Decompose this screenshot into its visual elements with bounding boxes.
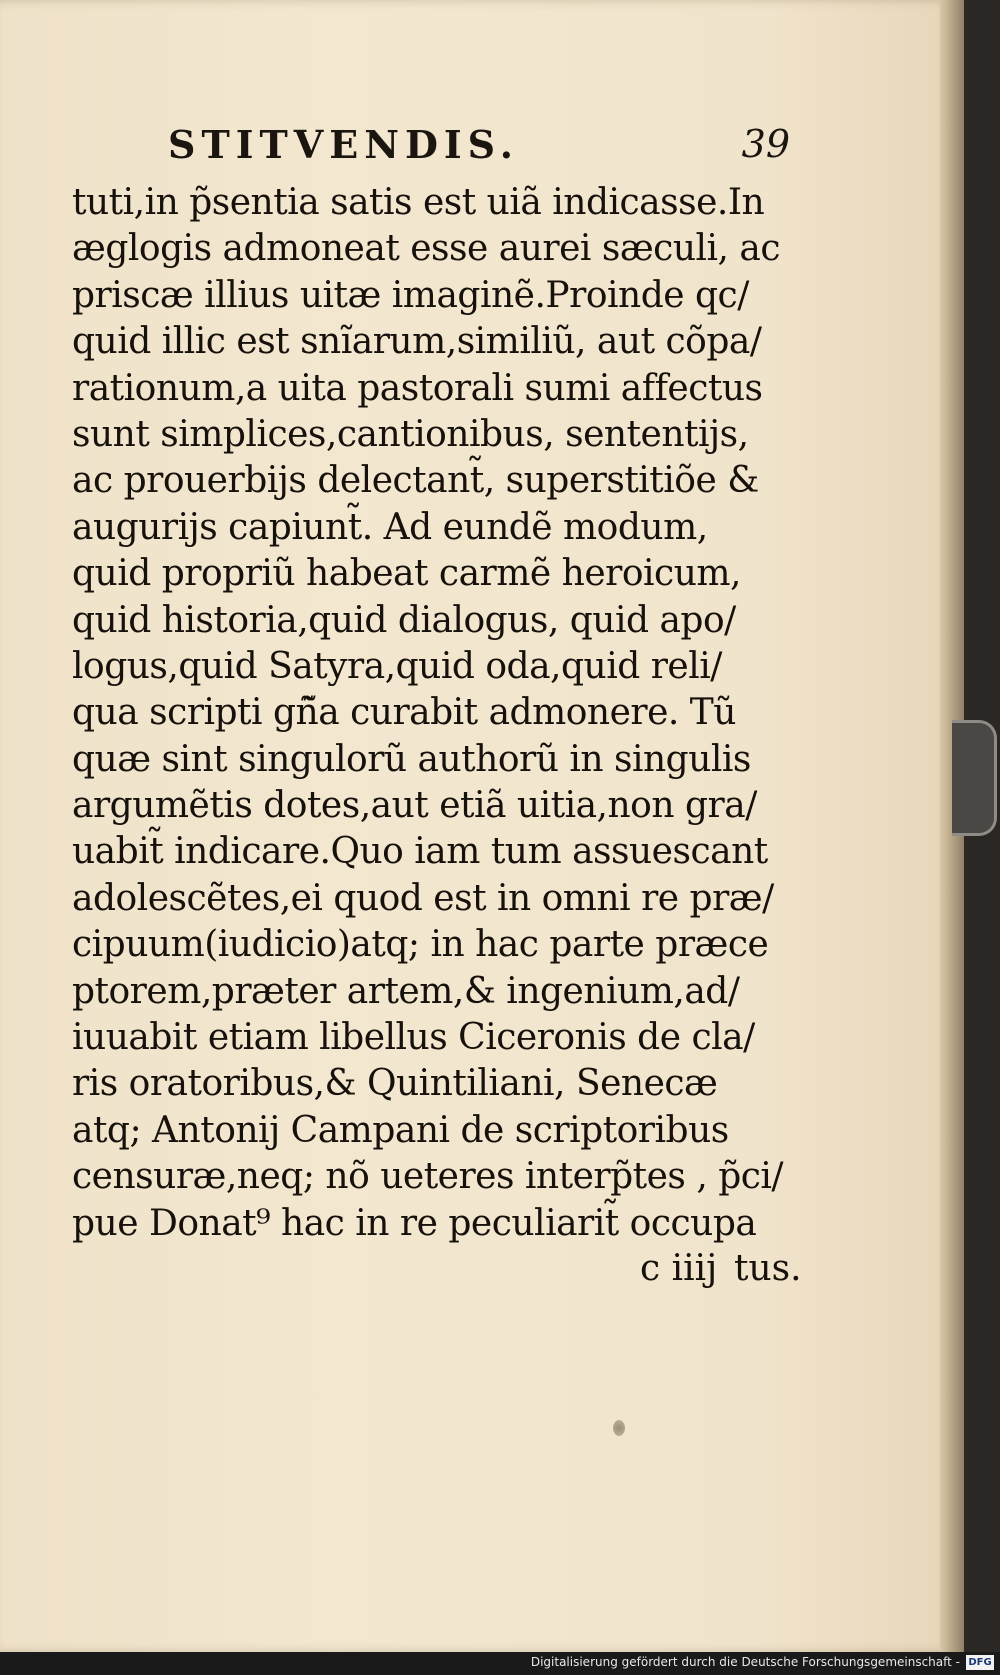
text-line: ris oratoribus,& Quintiliani, Senecæ — [72, 1063, 718, 1105]
body-text — [72, 180, 812, 1247]
catchword: tus. — [734, 1248, 802, 1289]
text-line: uabit̃ indicare.Quo iam tum assuescant — [72, 831, 768, 873]
text-line: priscæ illius uitæ imaginẽ.Proinde qc/ — [72, 274, 749, 316]
text-line: ac prouerbijs delectant̃, superstitiõe & — [72, 460, 759, 502]
signature-mark: c iiij — [640, 1248, 718, 1289]
text-line: rationum,a uita pastorali sumi affectus — [72, 367, 763, 409]
page-number: 39 — [741, 122, 790, 166]
text-line: qua scripti gñ̃a curabit admonere. Tũ — [72, 692, 736, 734]
text-line: censuræ,neq; nõ ueteres interp̃tes , p̃ci/ — [72, 1156, 784, 1198]
dfg-logo: DFG — [966, 1655, 994, 1670]
text-line: iuuabit etiam libellus Ciceronis de cla/ — [72, 1017, 755, 1059]
text-line: atq; Antonij Campani de scriptoribus — [72, 1109, 729, 1151]
text-line: pue Donat⁹ hac in re peculiarit̃ occupa — [72, 1202, 757, 1244]
text-line: quæ sint singulorũ authorũ in singulis — [72, 738, 751, 780]
running-head: STITVENDIS. — [168, 122, 519, 167]
text-line: quid historia,quid dialogus, quid apo/ — [72, 599, 736, 641]
text-line: quid propriũ habeat carmẽ heroicum, — [72, 553, 741, 595]
text-line: augurijs capiunt̃. Ad eundẽ modum, — [72, 506, 708, 548]
text-line: sunt simplices,cantionibus, sententijs, — [72, 413, 749, 455]
paper-stain — [613, 1420, 625, 1436]
text-line: adolescẽtes,ei quod est in omni re præ/ — [72, 877, 774, 919]
text-line: ptorem,præter artem,& ingenium,ad/ — [72, 970, 740, 1012]
text-line: logus,quid Satyra,quid oda,quid reli/ — [72, 645, 722, 687]
page-clip — [952, 720, 997, 836]
footer-bar — [0, 1652, 1000, 1675]
text-line: tuti,in p̃sentia satis est uiã indicasse.In — [72, 182, 765, 223]
text-line: æglogis admoneat esse aurei sæculi, ac — [72, 228, 781, 270]
page-header — [150, 122, 790, 178]
text-line: argumẽtis dotes,aut etiã uitia,non gra/ — [72, 785, 757, 827]
funding-credit: Digitalisierung gefördert durch die Deutsche Forschungsgemeinschaft - — [530, 1655, 960, 1669]
text-line: quid illic est snĩarum,similiũ, aut cõpa/ — [72, 321, 762, 363]
text-line: cipuum(iudicio)atq; in hac parte præce — [72, 924, 769, 966]
